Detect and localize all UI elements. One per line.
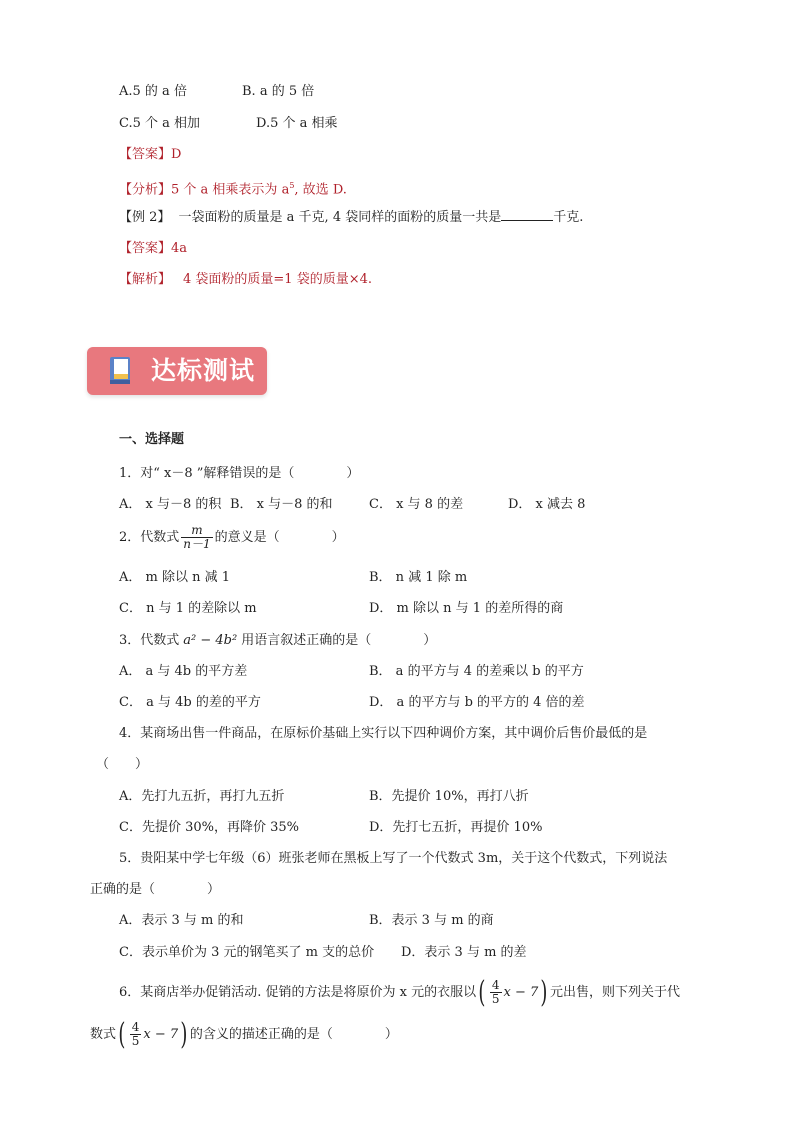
- option-b: B. a 的 5 倍: [242, 84, 315, 99]
- explain-tag: 【解析】: [119, 272, 172, 287]
- question-3-option-d: D． a 的平方与 b 的平方的 4 倍的差: [369, 695, 585, 710]
- example-2-unit: 千克.: [553, 210, 584, 225]
- question-1-option-a: A． x 与－8 的积: [119, 497, 222, 512]
- question-3-post: 用语言叙述正确的是（ ）: [241, 633, 437, 648]
- left-paren: (: [478, 974, 486, 1010]
- book-icon: [109, 356, 133, 386]
- question-1-option-c: C． x 与 8 的差: [369, 497, 464, 512]
- question-1-option-b: B． x 与－8 的和: [230, 497, 333, 512]
- question-5-option-b: B．表示 3 与 m 的商: [369, 913, 494, 928]
- analysis-text: 5 个 a 相乘表示为 a: [171, 182, 290, 198]
- example-2: [119, 208, 583, 227]
- question-3-pre: 3．代数式: [119, 633, 180, 648]
- question-3-stem: [119, 632, 436, 650]
- option-d: D.5 个 a 相乘: [256, 116, 338, 131]
- question-3-expression: a² − 4b²: [183, 633, 238, 648]
- question-2-option-a: A． m 除以 n 减 1: [119, 570, 231, 585]
- left-paren: (: [118, 1016, 126, 1052]
- question-6-stem-2: [90, 1017, 398, 1053]
- option-c: C.5 个 a 相加: [119, 116, 201, 131]
- question-6-fraction: [490, 979, 502, 1006]
- question-5-stem: 5．贵阳某中学七年级（6）班张老师在黑板上写了一个代数式 3m，关于这个代数式，下列说法: [119, 851, 668, 866]
- question-4-option-c: C．先提价 30%，再降价 35%: [119, 820, 300, 835]
- question-1-option-d: D． x 减去 8: [508, 497, 586, 512]
- fraction-denominator: n－1: [183, 537, 211, 551]
- section-title: 一、选择题: [119, 432, 185, 447]
- question-3-option-c: C． a 与 4b 的差的平方: [119, 695, 261, 710]
- question-2-option-d: D． m 除以 n 与 1 的差所得的商: [369, 601, 564, 616]
- question-4-stem: 4．某商场出售一件商品，在原标价基础上实行以下四种调价方案，其中调价后售价最低的是: [119, 726, 648, 741]
- explain-text: 4 袋面粉的质量=1 袋的质量×4.: [183, 272, 373, 287]
- answer-line: [119, 146, 181, 164]
- answer-tag: 【答案】: [119, 147, 172, 162]
- right-paren: ): [540, 974, 548, 1010]
- question-5-option-a: A．表示 3 与 m 的和: [119, 913, 244, 928]
- fraction-numerator: 4: [131, 1020, 140, 1034]
- question-4-option-b: B．先提价 10%，再打八折: [369, 789, 529, 804]
- question-5-option-c: C．表示单价为 3 元的钢笔买了 m 支的总价: [119, 945, 375, 960]
- question-3-option-a: A． a 与 4b 的平方差: [119, 664, 248, 679]
- answer2-tag: 【答案】: [119, 241, 172, 256]
- section-banner: [87, 347, 267, 395]
- question-3-option-b: B． a 的平方与 4 的差乘以 b 的平方: [369, 664, 584, 679]
- question-6-post-2: 的含义的描述正确的是（ ）: [189, 1027, 398, 1042]
- analysis-tag: 【分析】: [119, 182, 172, 198]
- analysis-line: [119, 177, 347, 199]
- fraction-numerator: 4: [491, 978, 500, 992]
- fraction-denominator: 5: [131, 1034, 140, 1048]
- question-2-stem: [119, 524, 345, 551]
- example-2-text: 一袋面粉的质量是 a 千克, 4 袋同样的面粉的质量一共是: [178, 210, 502, 225]
- example-2-tag: 【例 2】: [119, 210, 171, 225]
- analysis-text-end: , 故选 D.: [294, 182, 347, 198]
- question-6-pre-2: 数式: [90, 1027, 117, 1042]
- option-a: A.5 的 a 倍: [119, 84, 187, 99]
- question-6-tail: x − 7: [503, 985, 539, 1000]
- question-6-pre: 6．某商店举办促销活动. 促销的方法是将原价为 x 元的衣服以: [119, 985, 477, 1000]
- question-6-tail-2: x − 7: [143, 1027, 179, 1042]
- analysis-exponent: 5: [289, 181, 295, 190]
- fraction-denominator: 5: [491, 992, 500, 1006]
- question-6-post: 元出售，则下列关于代: [549, 985, 680, 1000]
- answer-blank: [501, 208, 553, 221]
- answer2-value: 4a: [171, 241, 188, 256]
- banner-title: 达标测试: [151, 356, 256, 385]
- question-2-pre: 2．代数式: [119, 530, 180, 545]
- right-paren: ): [180, 1016, 188, 1052]
- question-1-stem: 1．对“ x－8 ”解释错误的是（ ）: [119, 466, 360, 481]
- explain-line: [119, 271, 372, 289]
- question-4-paren: （ ）: [96, 757, 149, 772]
- answer2-line: [119, 240, 187, 258]
- question-5-stem-2: 正确的是（ ）: [90, 882, 221, 897]
- question-2-fraction: [181, 524, 212, 551]
- question-6-fraction-2: [130, 1021, 142, 1048]
- question-4-option-a: A．先打九五折，再打九五折: [119, 789, 285, 804]
- question-6-stem: [119, 975, 680, 1011]
- question-4-option-d: D．先打七五折，再提价 10%: [369, 820, 543, 835]
- answer-value: D: [171, 147, 182, 162]
- fraction-numerator: m: [181, 524, 212, 538]
- question-2-option-c: C． n 与 1 的差除以 m: [119, 601, 257, 616]
- question-2-post: 的意义是（ ）: [214, 530, 345, 545]
- question-5-option-d: D．表示 3 与 m 的差: [401, 945, 527, 960]
- question-2-option-b: B． n 减 1 除 m: [369, 570, 468, 585]
